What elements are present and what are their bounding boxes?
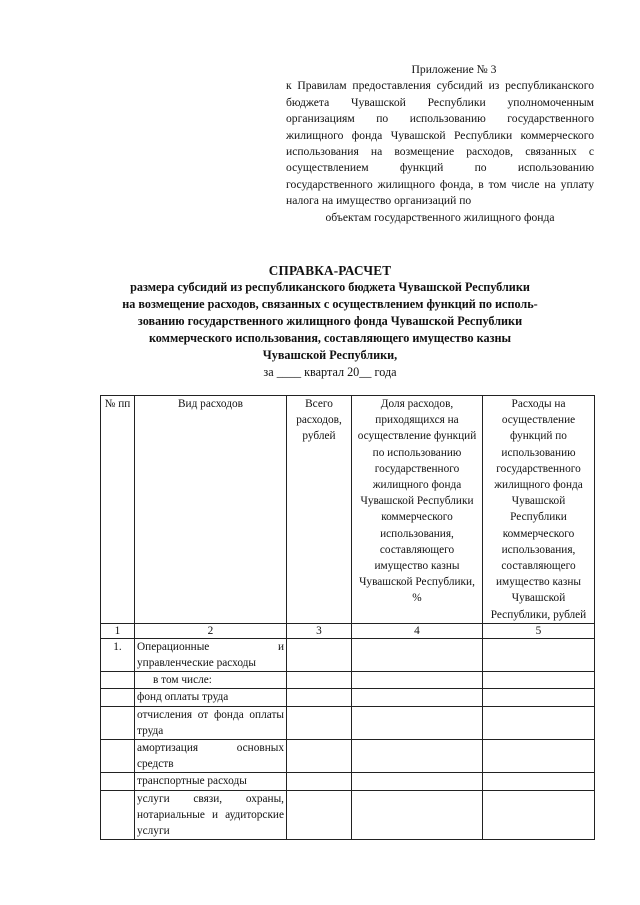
row-number	[101, 706, 135, 739]
row-number	[101, 740, 135, 773]
column-number: 4	[352, 623, 483, 638]
title-period: за ____ квартал 20__ года	[263, 365, 397, 379]
appendix-number: Приложение № 3	[411, 63, 497, 76]
table-row	[101, 706, 595, 739]
row-label: Операционные и управленческие расходы	[135, 638, 287, 671]
empty-cell	[352, 773, 483, 790]
header-cell-total: Всего расходов, рублей	[287, 396, 352, 624]
header-cell-number: № пп	[101, 396, 135, 624]
table-row	[101, 689, 595, 706]
empty-cell	[483, 672, 595, 689]
table-row	[101, 790, 595, 840]
column-number: 5	[483, 623, 595, 638]
empty-cell	[352, 706, 483, 739]
row-number: 1.	[101, 638, 135, 671]
empty-cell	[352, 638, 483, 671]
table-row	[101, 672, 595, 689]
column-number: 1	[101, 623, 135, 638]
column-number: 3	[287, 623, 352, 638]
row-label: услуги связи, охраны, нотариальные и аудиторские услуги	[135, 790, 287, 840]
empty-cell	[483, 740, 595, 773]
row-label: фонд оплаты труда	[135, 689, 287, 706]
document-title	[80, 262, 580, 381]
row-number	[101, 790, 135, 840]
header-cell-share: Доля расходов, приходящихся на осуществление функций по использованию государственного жилищного фонда Чувашской Республики коммерческого использования, составляющего имущество казны Чувашской Республики, %	[352, 396, 483, 624]
empty-cell	[483, 773, 595, 790]
row-label: в том числе:	[135, 672, 287, 689]
appendix-text: к Правилам предоставления субсидий из республиканского бюджета Чувашской Республики уполномоченным организациям по использованию государственного жилищного фонда Чувашской Республики коммерческого использования на возмещение расходов, связанных с осуществлением функций по использованию государственного жилищного фонда, в том числе на уплату налога на имущество организаций по	[286, 79, 594, 208]
appendix-block	[286, 62, 594, 226]
empty-cell	[352, 689, 483, 706]
empty-cell	[483, 638, 595, 671]
empty-cell	[287, 706, 352, 739]
empty-cell	[287, 790, 352, 840]
empty-cell	[287, 689, 352, 706]
calculation-table	[100, 395, 595, 840]
empty-cell	[483, 706, 595, 739]
row-label: транспортные расходы	[135, 773, 287, 790]
empty-cell	[287, 773, 352, 790]
column-number: 2	[135, 623, 287, 638]
empty-cell	[287, 672, 352, 689]
empty-cell	[352, 790, 483, 840]
empty-cell	[352, 672, 483, 689]
header-cell-expense-type: Вид расходов	[135, 396, 287, 624]
empty-cell	[483, 790, 595, 840]
title-line: зованию государственного жилищного фонда Чувашской Республики	[137, 314, 523, 328]
empty-cell	[483, 689, 595, 706]
row-number	[101, 689, 135, 706]
table-row	[101, 638, 595, 671]
title-line: Чувашской Республики,	[262, 348, 398, 362]
title-line: коммерческого использования, составляющего имущество казны	[148, 331, 512, 345]
table-row	[101, 773, 595, 790]
empty-cell	[287, 638, 352, 671]
appendix-text-last-line: объектам государственного жилищного фонда	[325, 210, 555, 224]
title-line: на возмещение расходов, связанных с осуществлением функций по исполь-	[122, 297, 538, 311]
header-cell-expenses: Расходы на осуществление функций по использованию государственного жилищного фонда Чувашской Республики коммерческого использования, составляющего имущество казны Чувашской Республики, рублей	[483, 396, 595, 624]
table-header-row	[101, 396, 595, 624]
title-heading: СПРАВКА-РАСЧЕТ	[268, 263, 392, 278]
empty-cell	[287, 740, 352, 773]
row-label: амортизация основных средств	[135, 740, 287, 773]
empty-cell	[352, 740, 483, 773]
title-line: размера субсидий из республиканского бюджета Чувашской Республики	[130, 280, 530, 294]
row-number	[101, 672, 135, 689]
table-column-numbers-row	[101, 623, 595, 638]
table-row	[101, 740, 595, 773]
row-number	[101, 773, 135, 790]
row-label: отчисления от фонда оплаты труда	[135, 706, 287, 739]
